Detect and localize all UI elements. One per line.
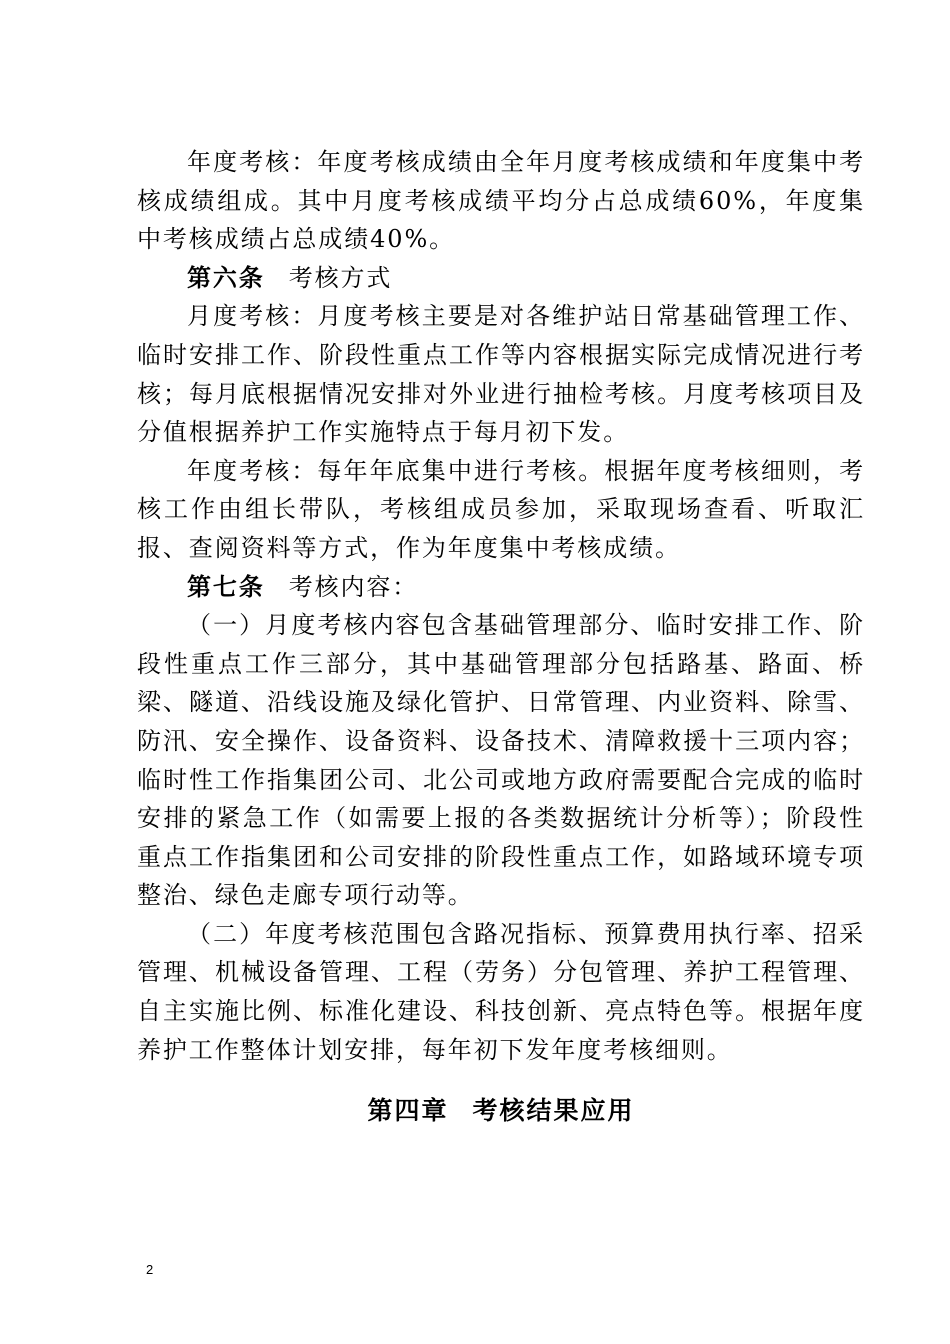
chapter-4-heading	[137, 1092, 865, 1131]
article-6-number: 第六条	[187, 263, 265, 292]
paragraph-annual-assessment-score: 年度考核：年度考核成绩由全年月度考核成绩和年度集中考核成绩组成。其中月度考核成绩平均分占总成绩60%，年度集中考核成绩占总成绩40%。	[137, 148, 865, 254]
paragraph-monthly-content: （一）月度考核内容包含基础管理部分、临时安排工作、阶段性重点工作三部分，其中基础管理部分包括路基、路面、桥梁、隧道、沿线设施及绿化管护、日常管理、内业资料、除雪、防汛、安全操作、设备资料、设备技术、清障救援十三项内容；临时性工作指集团公司、北公司或地方政府需要配合完成的临时安排的紧急工作（如需要上报的各类数据统计分析等）；阶段性重点工作指集团和公司安排的阶段性重点工作，如路域环境专项整治、绿色走廊专项行动等。	[137, 611, 865, 910]
paragraph-annual-assessment: 年度考核：每年年底集中进行考核。根据年度考核细则，考核工作由组长带队，考核组成员参加，采取现场查看、听取汇报、查阅资料等方式，作为年度集中考核成绩。	[137, 456, 865, 562]
article-7-heading	[137, 568, 865, 607]
page-number: 2	[146, 1262, 154, 1277]
chapter-title: 考核结果应用	[472, 1096, 635, 1126]
document-body	[137, 143, 865, 1131]
article-7-title: 考核内容：	[288, 572, 419, 601]
paragraph-monthly-assessment: 月度考核：月度考核主要是对各维护站日常基础管理工作、临时安排工作、阶段性重点工作等内容根据实际完成情况进行考核；每月底根据情况安排对外业进行抽检考核。月度考核项目及分值根据养护工作实施特点于每月初下发。	[137, 302, 865, 447]
chapter-number: 第四章	[367, 1096, 449, 1126]
article-6-heading	[137, 259, 865, 298]
article-7-number: 第七条	[187, 572, 265, 601]
article-6-title: 考核方式	[288, 263, 393, 292]
paragraph-annual-scope: （二）年度考核范围包含路况指标、预算费用执行率、招采管理、机械设备管理、工程（劳务）分包管理、养护工程管理、自主实施比例、标准化建设、科技创新、亮点特色等。根据年度养护工作整体计划安排，每年初下发年度考核细则。	[137, 919, 865, 1064]
